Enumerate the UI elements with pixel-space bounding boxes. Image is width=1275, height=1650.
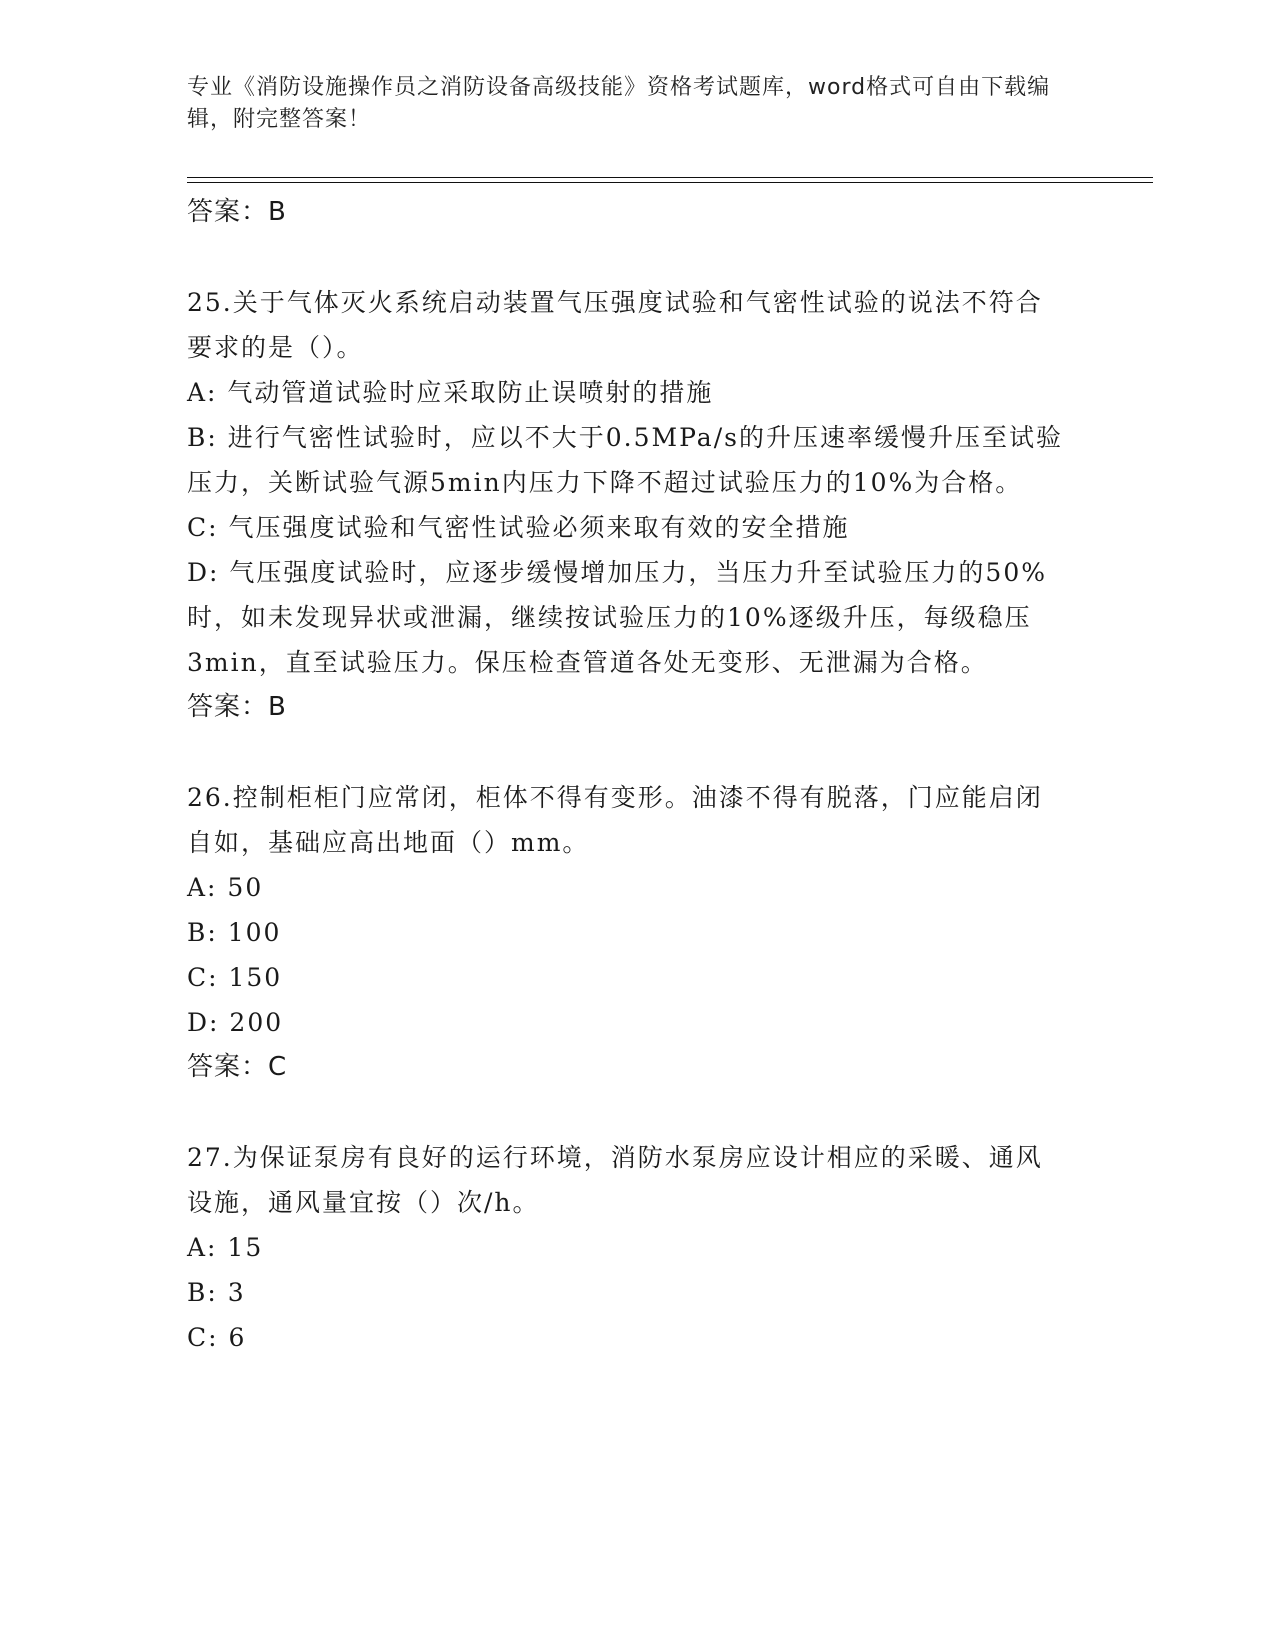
question-26: [187, 775, 1067, 1090]
document-header: 专业《消防设施操作员之消防设备高级技能》资格考试题库，word格式可自由下载编辑，附完整答案！: [187, 75, 1051, 132]
option-b: B: 100: [187, 918, 282, 947]
header-divider-top: [187, 177, 1153, 178]
option-d: D: 200: [187, 1008, 284, 1037]
answer-label: 答案：B: [187, 692, 287, 722]
option-b: B: 进行气密性试验时，应以不大于0.5MPa/s的升压速率缓慢升压至试验压力，关断试验气源5min内压力下降不超过试验压力的10%为合格。: [187, 423, 1063, 497]
header-divider-bottom: [187, 182, 1153, 183]
option-b: B: 3: [187, 1278, 246, 1307]
question-text: 26.控制柜柜门应常闭，柜体不得有变形。油漆不得有脱落，门应能启闭自如，基础应高出地面（）mm。: [187, 783, 1043, 857]
option-c: C: 150: [187, 963, 283, 992]
option-c: C: 6: [187, 1323, 247, 1352]
question-27: [187, 1135, 1067, 1360]
answer-label: 答案：C: [187, 1052, 288, 1082]
answer-label: 答案：B: [187, 197, 287, 227]
option-a: A: 15: [187, 1233, 264, 1262]
question-text: 27.为保证泵房有良好的运行环境，消防水泵房应设计相应的采暖、通风设施，通风量宜按（）次/h。: [187, 1143, 1043, 1217]
question-text: 25.关于气体灭火系统启动装置气压强度试验和气密性试验的说法不符合要求的是（）。: [187, 288, 1043, 362]
option-d: D: 气压强度试验时，应逐步缓慢增加压力，当压力升至试验压力的50%时，如未发现异状或泄漏，继续按试验压力的10%逐级升压，每级稳压3min，直至试验压力。保压检查管道各处无变形、无泄漏为合格。: [187, 558, 1047, 677]
option-a: A: 50: [187, 873, 264, 902]
question-25: [187, 280, 1067, 730]
option-a: A: 气动管道试验时应采取防止误喷射的措施: [187, 378, 714, 407]
option-c: C: 气压强度试验和气密性试验必须来取有效的安全措施: [187, 513, 850, 542]
question-list: [187, 190, 1067, 1360]
